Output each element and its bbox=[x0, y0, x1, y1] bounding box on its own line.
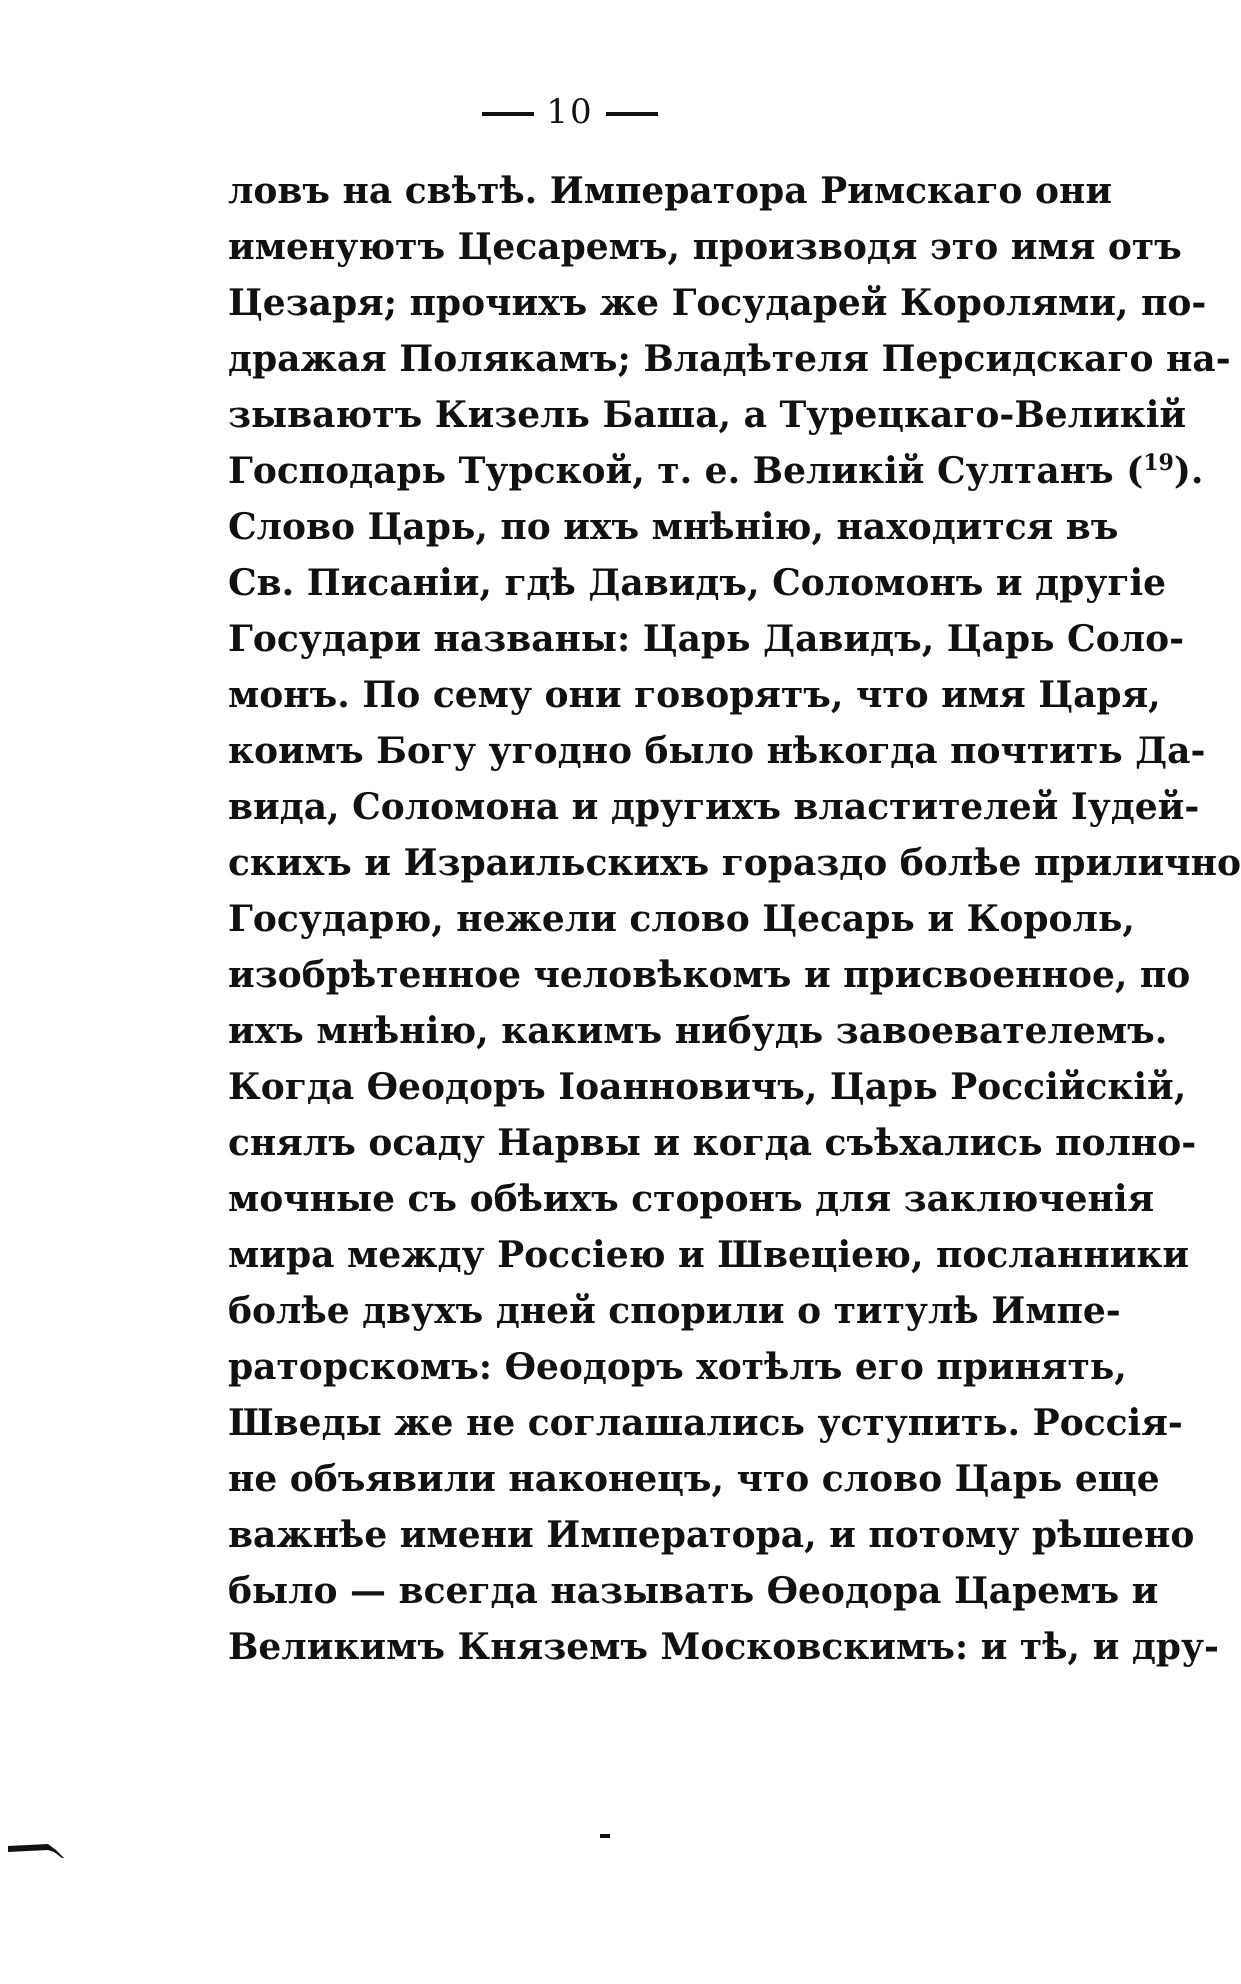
body-text bbox=[228, 163, 1241, 1675]
page-header bbox=[0, 92, 1140, 132]
footnote-close: ). bbox=[1173, 450, 1204, 492]
text-line: вида, Соломона и другихъ властителей Іудей- bbox=[228, 786, 1200, 828]
text-line: не объявили наконецъ, что слово Царь еще bbox=[228, 1458, 1160, 1500]
text-line: снялъ осаду Нарвы и когда съѣхались полно- bbox=[228, 1122, 1197, 1164]
text-line: раторскомъ: Ѳеодоръ хотѣлъ его принять, bbox=[228, 1346, 1127, 1388]
text-line: важнѣе имени Императора, и потому рѣшено bbox=[228, 1514, 1195, 1556]
page-number: 10 bbox=[546, 92, 594, 132]
text-line: ловъ на свѣтѣ. Императора Римскаго они bbox=[228, 170, 1113, 212]
text-line-content: Господарь Турской, т. е. Великій Султанъ ( bbox=[228, 450, 1144, 492]
ink-mark-icon bbox=[8, 1842, 66, 1858]
header-dash-left bbox=[482, 112, 534, 116]
text-line: Шведы же не соглашались уступить. Россія- bbox=[228, 1402, 1183, 1444]
text-line: дражая Полякамъ; Владѣтеля Персидскаго на- bbox=[228, 338, 1231, 380]
header-dash-right bbox=[606, 112, 658, 116]
text-line: ихъ мнѣнію, какимъ нибудь завоевателемъ. bbox=[228, 1010, 1168, 1052]
text-line-with-footnote bbox=[228, 443, 1204, 499]
text-line: Государи названы: Царь Давидъ, Царь Соло- bbox=[228, 618, 1185, 660]
text-line: зываютъ Кизель Баша, а Турецкаго-Великій bbox=[228, 394, 1187, 436]
text-line: монъ. По сему они говорятъ, что имя Царя, bbox=[228, 674, 1161, 716]
text-line: болѣе двухъ дней спорили о титулѣ Импе- bbox=[228, 1290, 1121, 1332]
text-line: мира между Россіею и Швеціею, посланники bbox=[228, 1234, 1190, 1276]
text-line: было — всегда называть Ѳеодора Царемъ и bbox=[228, 1570, 1159, 1612]
text-line: Св. Писаніи, гдѣ Давидъ, Соломонъ и другіе bbox=[228, 562, 1167, 604]
text-line: Когда Ѳеодоръ Іоанновичъ, Царь Россійскій, bbox=[228, 1066, 1187, 1108]
footnote-ref: 19 bbox=[1143, 450, 1174, 476]
ink-dot-icon bbox=[600, 1834, 610, 1838]
text-line: скихъ и Израильскихъ гораздо болѣе прилично bbox=[228, 842, 1241, 884]
text-line: Слово Царь, по ихъ мнѣнію, находится въ bbox=[228, 506, 1119, 548]
text-line: изобрѣтенное человѣкомъ и присвоенное, по bbox=[228, 954, 1191, 996]
text-line: коимъ Богу угодно было нѣкогда почтить Да- bbox=[228, 730, 1206, 772]
text-line: именуютъ Цесаремъ, производя это имя отъ bbox=[228, 226, 1182, 268]
text-line: Великимъ Княземъ Московскимъ: и тѣ, и дру- bbox=[228, 1626, 1219, 1668]
text-line: мочные съ обѣихъ сторонъ для заключенія bbox=[228, 1178, 1155, 1220]
text-line: Государю, нежели слово Цесарь и Король, bbox=[228, 898, 1135, 940]
text-line: Цезаря; прочихъ же Государей Королями, по- bbox=[228, 282, 1207, 324]
